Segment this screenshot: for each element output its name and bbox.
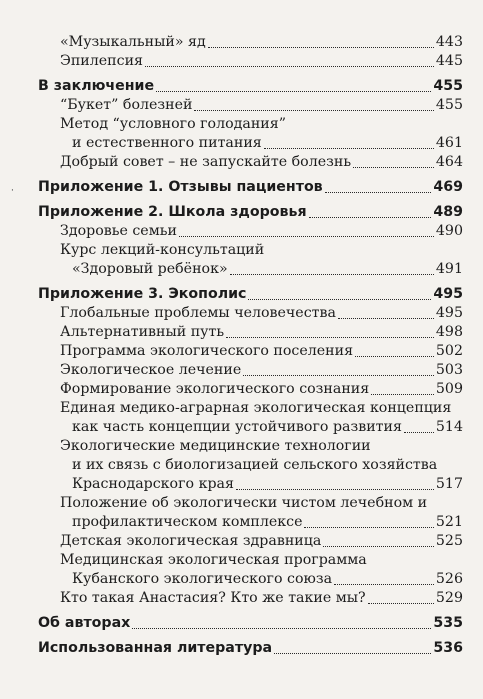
toc-entry-title: Приложение 1. Отзывы пациентов (38, 179, 323, 195)
toc-entry-line (60, 437, 463, 456)
dot-leader (368, 603, 434, 604)
toc-entry-line (60, 551, 463, 570)
dot-leader (230, 274, 434, 275)
toc-entry-title: Кто такая Анастасия? Кто же такие мы? (60, 590, 366, 606)
toc-entry-line (60, 241, 463, 260)
dot-leader (243, 375, 434, 376)
dot-leader (334, 584, 434, 585)
dot-leader (132, 628, 431, 629)
toc-page-number: 489 (433, 204, 463, 220)
toc-entry-title: “Букет” болезней (60, 97, 193, 113)
toc-entry-line (60, 342, 463, 361)
dot-leader (304, 527, 433, 528)
toc-page-number: 443 (435, 34, 463, 50)
toc-chapter-entry (38, 639, 463, 658)
toc-entry-title: Метод “условного голодания” (60, 116, 286, 132)
toc-section-entry (60, 361, 463, 380)
toc-entry-title: Единая медико-аграрная экологическая концепция (60, 400, 452, 416)
toc-entry-line (60, 96, 463, 115)
toc-page-number: 491 (435, 261, 463, 277)
toc-section-entry (60, 115, 463, 153)
toc-page-number: 521 (435, 514, 463, 530)
dot-leader (274, 653, 431, 654)
toc-page-number: 461 (435, 135, 463, 151)
toc-page-number: 498 (435, 324, 463, 340)
toc-section-entry (60, 494, 463, 532)
dot-leader (194, 110, 433, 111)
toc-entry-line (60, 570, 463, 589)
toc-entry-title: Формирование экологического сознания (60, 381, 370, 397)
dot-leader (323, 546, 434, 547)
toc-entry-title: Программа экологического поселения (60, 343, 354, 359)
toc-entry-line (60, 222, 463, 241)
toc-entry-title: Глобальные проблемы человечества (60, 305, 336, 321)
toc-entry-line (60, 380, 463, 399)
dot-leader (248, 299, 431, 300)
toc-entry-title: Положение об экологически чистом лечебном и (60, 495, 428, 511)
toc-entry-title: «Здоровый ребёнок» (72, 261, 228, 277)
toc-entry-line (60, 33, 463, 52)
toc-section-entry (60, 342, 463, 361)
toc-section-entry (60, 222, 463, 241)
toc-entry-line (60, 494, 463, 513)
toc-entry-title: Экологические медицинские технологии (60, 438, 371, 454)
toc-page-number: 490 (435, 223, 463, 239)
toc-section-entry (60, 399, 463, 437)
toc-entry-title: Приложение 2. Школа здоровья (38, 204, 307, 220)
dot-leader (404, 432, 434, 433)
dot-leader (179, 236, 434, 237)
toc-entry-line (38, 178, 463, 197)
toc-chapter-entry (38, 178, 463, 197)
toc-page-number: 502 (435, 343, 463, 359)
page-mark: · (11, 186, 14, 196)
toc-chapter-entry (38, 285, 463, 304)
dot-leader (325, 192, 432, 193)
toc-section-entry (60, 437, 463, 494)
toc-entry-line (60, 513, 463, 532)
dot-leader (353, 167, 434, 168)
toc-entry-line (60, 323, 463, 342)
toc-entry-title: Здоровье семьи (60, 223, 177, 239)
toc-entry-line (60, 153, 463, 172)
toc-entry-title: Эпилепсия (60, 53, 143, 69)
toc-entry-line (60, 399, 463, 418)
toc-entry-title: «Музыкальный» яд (60, 34, 206, 50)
toc-entry-title: Добрый совет – не запускайте болезнь (60, 154, 352, 170)
toc-section-entry (60, 52, 463, 71)
toc-entry-line (60, 589, 463, 608)
toc-entry-title: Экологическое лечение (60, 362, 242, 378)
toc-section-entry (60, 241, 463, 279)
toc-entry-title: Об авторах (38, 615, 131, 631)
toc-page-number: 469 (433, 179, 463, 195)
dot-leader (226, 337, 434, 338)
toc-entry-title: Медицинская экологическая программа (60, 552, 367, 568)
toc-page-number: 495 (433, 286, 463, 302)
dot-leader (338, 318, 434, 319)
toc-entry-title: Детская экологическая здравница (60, 533, 322, 549)
toc-entry-line (38, 203, 463, 222)
toc-page-number: 526 (435, 571, 463, 587)
toc-chapter-entry (38, 203, 463, 222)
toc-entry-line (38, 285, 463, 304)
toc-entry-title: Курс лекций-консультаций (60, 242, 265, 258)
toc-entry-title: профилактическом комплексе (72, 514, 303, 530)
toc-page-number: 509 (435, 381, 463, 397)
toc-entry-line (60, 456, 463, 475)
toc-entry-line (60, 115, 463, 134)
dot-leader (371, 394, 434, 395)
dot-leader (208, 47, 434, 48)
toc-entry-title: Использованная литература (38, 640, 273, 656)
toc-section-entry (60, 589, 463, 608)
toc-section-entry (60, 153, 463, 172)
toc-entry-title: и их связь с биологизацией сельского хозяйства (72, 457, 438, 473)
toc-section-entry (60, 380, 463, 399)
toc-page-number: 525 (435, 533, 463, 549)
toc-page-number: 514 (435, 419, 463, 435)
toc-section-entry (60, 323, 463, 342)
toc-entry-title: как часть концепции устойчивого развития (72, 419, 402, 435)
toc-page-number: 503 (435, 362, 463, 378)
dot-leader (355, 356, 434, 357)
dot-leader (145, 66, 434, 67)
toc-chapter-entry (38, 614, 463, 633)
toc-page-number: 445 (435, 53, 463, 69)
toc-entry-title: Кубанского экологического союза (72, 571, 333, 587)
toc-entry-line (60, 52, 463, 71)
toc-page-number: 535 (433, 615, 463, 631)
toc-entry-title: Краснодарского края (72, 476, 234, 492)
toc-entry-line (60, 134, 463, 153)
toc-entry-line (60, 361, 463, 380)
toc-section-entry (60, 96, 463, 115)
toc-entry-title: В заключение (38, 78, 155, 94)
toc-section-entry (60, 551, 463, 589)
toc-section-entry (60, 304, 463, 323)
toc-entry-line (38, 614, 463, 633)
toc-entry-line (60, 260, 463, 279)
toc-entry-line (60, 304, 463, 323)
toc-entry-line (38, 77, 463, 96)
toc-entry-line (60, 532, 463, 551)
dot-leader (156, 91, 431, 92)
toc-entry-title: и естественного питания (72, 135, 262, 151)
dot-leader (264, 148, 434, 149)
toc-entry-title: Альтернативный путь (60, 324, 225, 340)
toc-section-entry (60, 33, 463, 52)
dot-leader (236, 489, 434, 490)
toc-entry-title: Приложение 3. Экополис (38, 286, 247, 302)
toc-page-number: 529 (435, 590, 463, 606)
toc-entry-line (38, 639, 463, 658)
toc-chapter-entry (38, 77, 463, 96)
dot-leader (309, 217, 432, 218)
toc-page-number: 517 (435, 476, 463, 492)
toc-entry-line (60, 475, 463, 494)
toc-page-number: 536 (433, 640, 463, 656)
toc-page-number: 495 (435, 305, 463, 321)
toc-section-entry (60, 532, 463, 551)
toc-page-number: 464 (435, 154, 463, 170)
toc-page-number: 455 (433, 78, 463, 94)
toc-page-number: 455 (435, 97, 463, 113)
table-of-contents (0, 33, 483, 658)
toc-entry-line (60, 418, 463, 437)
